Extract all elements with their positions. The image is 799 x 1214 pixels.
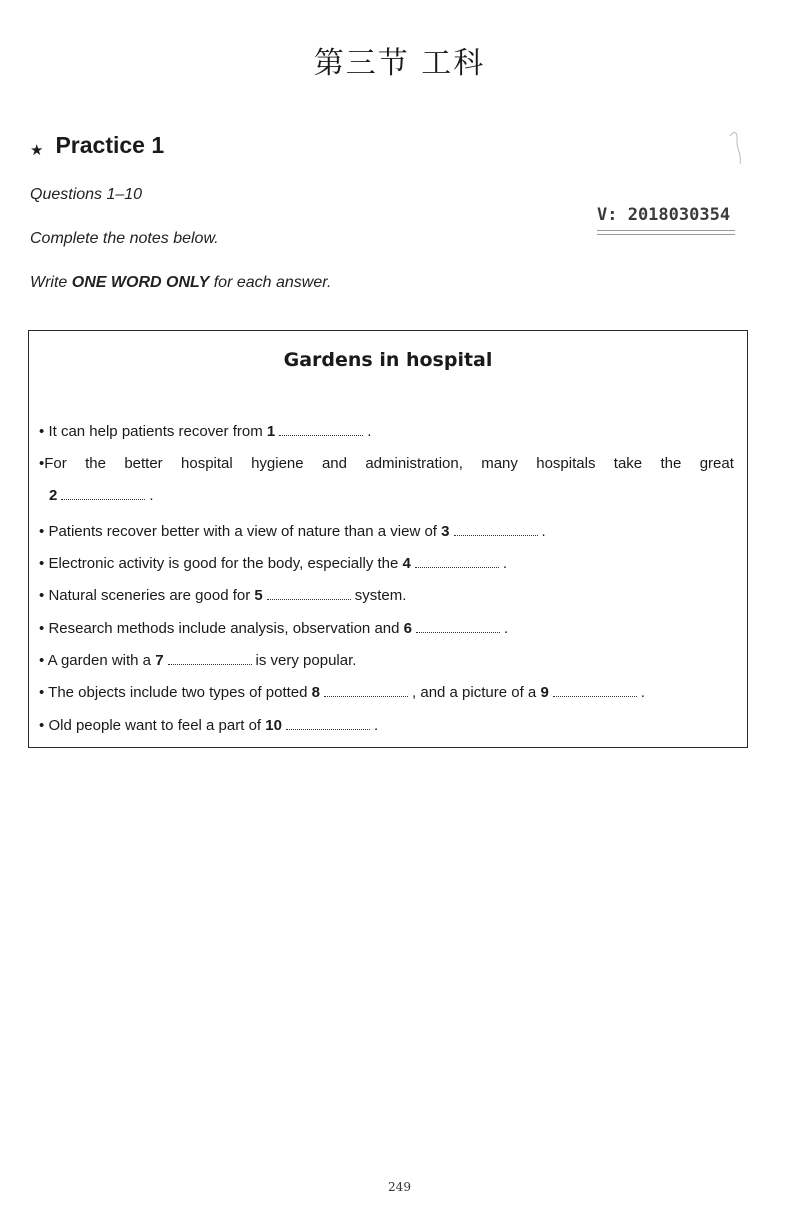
answer-blank[interactable] [553, 684, 637, 697]
note-text-after: . [640, 684, 645, 701]
note-text: The objects include two types of potted [48, 684, 308, 701]
bullet: • [39, 555, 45, 572]
question-number: 7 [155, 652, 164, 669]
version-underline [597, 234, 735, 235]
note-item [39, 652, 356, 669]
note-word: hospital [181, 455, 233, 472]
bullet: • [39, 587, 45, 604]
note-text-after: . [373, 717, 379, 734]
question-number: 4 [402, 555, 411, 572]
note-text-after: is very popular. [255, 652, 357, 669]
bullet: • [39, 423, 45, 440]
instruction-write-suffix: for each answer. [213, 274, 332, 291]
note-text: Natural sceneries are good for [48, 587, 251, 604]
question-number: 9 [540, 684, 549, 701]
note-text-middle: , and a picture of a [412, 684, 537, 701]
note-word: many [481, 455, 518, 472]
note-word: the [85, 455, 106, 472]
note-word: better [124, 455, 163, 472]
instruction-write-prefix: Write [30, 274, 68, 291]
note-word: administration, [365, 455, 463, 472]
instruction-word-limit: ONE WORD ONLY [71, 274, 210, 291]
note-text-after: . [149, 487, 154, 504]
answer-blank[interactable] [61, 487, 145, 500]
note-item [39, 717, 378, 734]
instruction-complete: Complete the notes below. [30, 230, 219, 247]
bullet: • [39, 620, 45, 637]
answer-blank[interactable] [267, 587, 351, 600]
bullet: • [39, 523, 45, 540]
note-item [39, 423, 371, 440]
note-item [39, 555, 507, 572]
question-number: 2 [49, 487, 58, 504]
instruction-write [30, 274, 331, 292]
answer-blank[interactable] [415, 555, 499, 568]
version-underline [597, 230, 735, 231]
note-text-after: . [502, 555, 508, 572]
question-number: 8 [311, 684, 321, 701]
pencil-mark-icon [728, 128, 746, 168]
note-word: take [613, 455, 643, 472]
answer-blank[interactable] [416, 620, 500, 633]
section-title: 第三节 工科 [313, 46, 486, 81]
note-word: •For [39, 455, 67, 472]
question-number: 5 [254, 587, 263, 604]
note-item-continued [49, 487, 154, 504]
question-number: 1 [266, 423, 276, 440]
note-text-after: system. [354, 587, 407, 604]
notes-box [28, 330, 748, 748]
answer-blank[interactable] [286, 717, 370, 730]
note-text: Electronic activity is good for the body, especially the [48, 555, 399, 572]
note-item [39, 684, 645, 701]
note-item [39, 620, 508, 637]
star-icon: ★ [30, 141, 44, 159]
bullet: • [39, 684, 45, 701]
question-number: 10 [265, 717, 282, 734]
question-number: 3 [441, 523, 450, 540]
note-word: and [321, 455, 347, 472]
note-item [39, 587, 406, 604]
practice-title: Practice 1 [55, 132, 165, 158]
bullet: • [39, 652, 45, 669]
page-number: 249 [388, 1180, 411, 1194]
note-word: hygiene [251, 455, 304, 472]
note-text-after: . [367, 423, 372, 440]
note-item [39, 455, 734, 472]
note-text: Research methods include analysis, observation and [48, 620, 400, 637]
answer-blank[interactable] [324, 684, 408, 697]
note-text: It can help patients recover from [48, 423, 263, 440]
bullet: • [39, 717, 45, 734]
note-text-after: . [504, 620, 509, 637]
note-word: hospitals [536, 455, 596, 472]
note-text: A garden with a [47, 652, 152, 669]
answer-blank[interactable] [454, 523, 538, 536]
answer-blank[interactable] [168, 652, 252, 665]
notes-title: Gardens in hospital [283, 349, 493, 371]
version-code: V: 2018030354 [597, 205, 731, 225]
note-text-after: . [541, 523, 546, 540]
note-text: Patients recover better with a view of nature than a view of [48, 523, 437, 540]
answer-blank[interactable] [279, 423, 363, 436]
question-number: 6 [403, 620, 412, 637]
note-item [39, 523, 546, 540]
practice-header [30, 132, 164, 159]
questions-range: Questions 1–10 [30, 186, 143, 203]
note-word: the [660, 455, 682, 472]
note-text: Old people want to feel a part of [48, 717, 262, 734]
note-word: great [699, 455, 734, 472]
